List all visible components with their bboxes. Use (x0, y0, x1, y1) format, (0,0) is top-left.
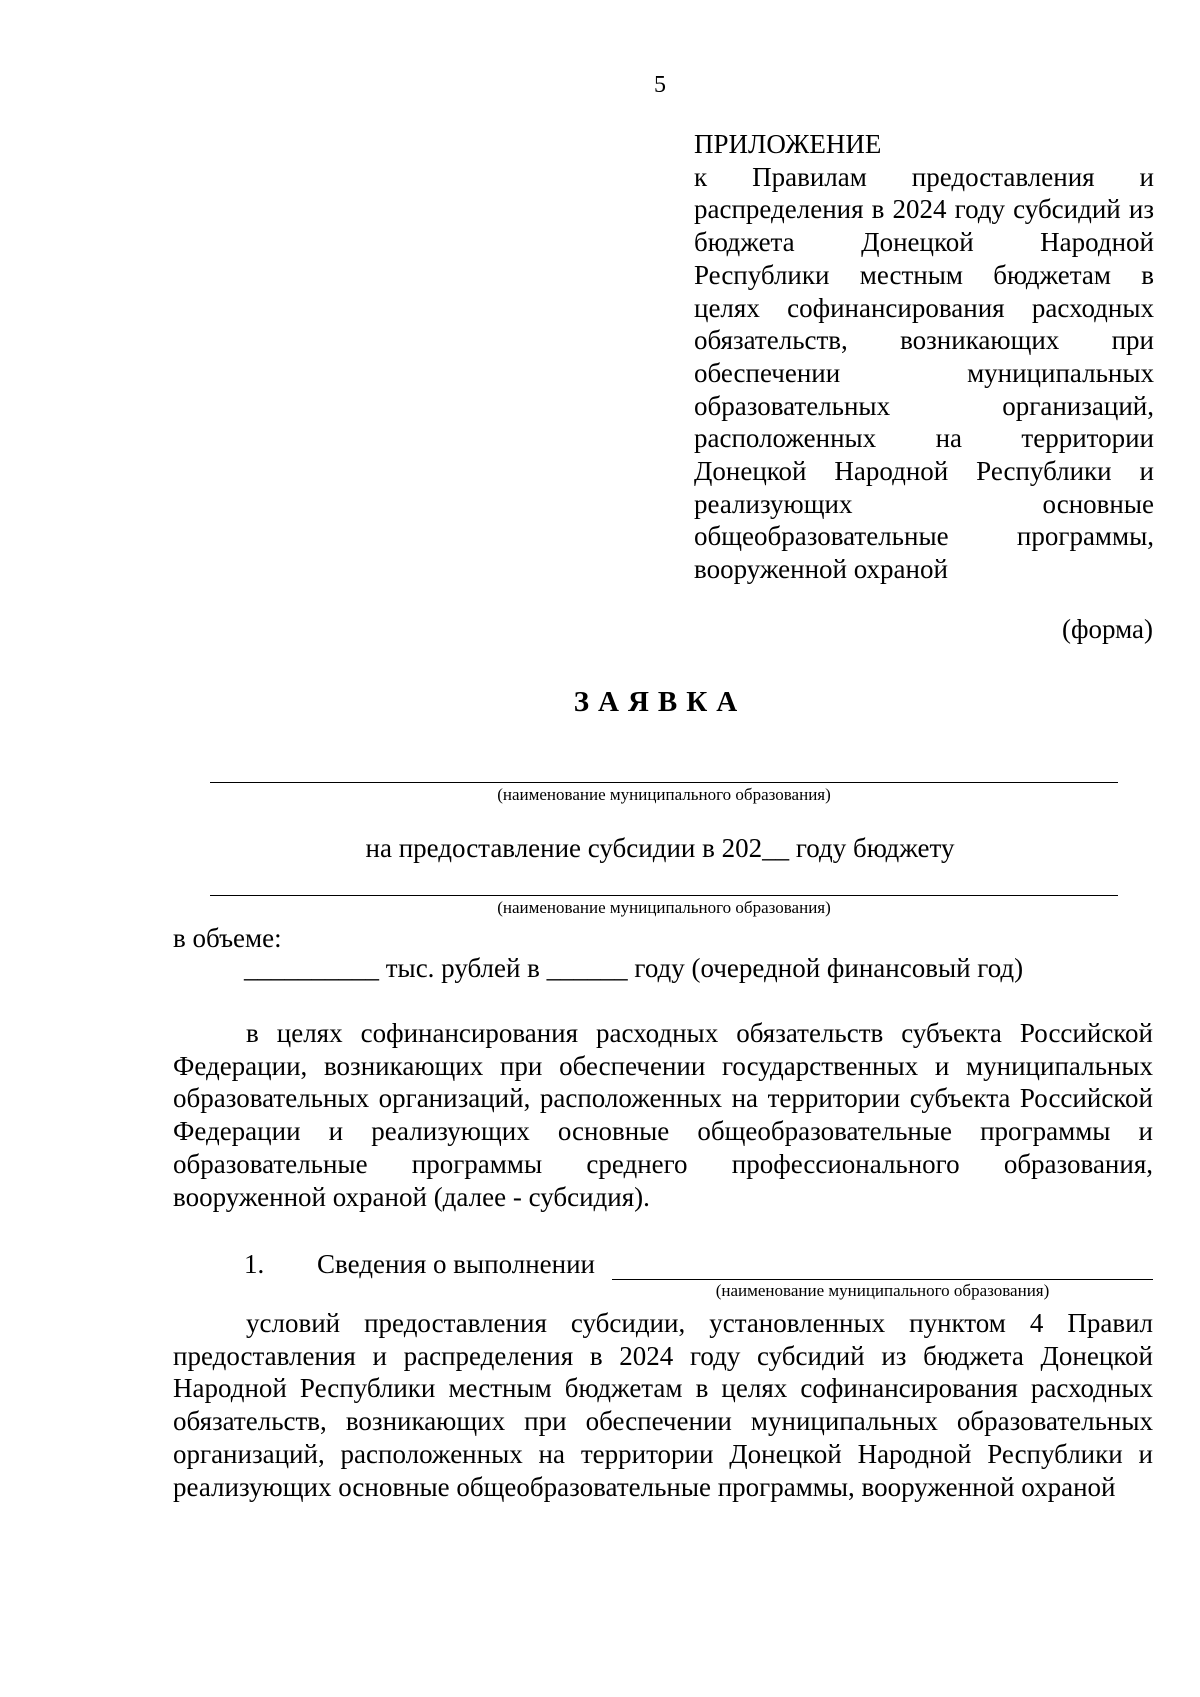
appendix-body: к Правилам предоставления и распределения в 2024 году субсидий из бюджета Донецкой Народной Республики местным бюджетам в целях софинансирования расходных обязательств, возникающих при обеспечении муниципальных образовательных организаций, расположенных на территории Донецкой Народной Республики и реализующих основные общеобразовательные программы, вооруженной охраной (694, 161, 1154, 585)
municipality-name-caption-1: (наименование муниципального образования) (497, 785, 831, 804)
form-label: (форма) (1062, 614, 1153, 644)
appendix-block (694, 128, 1154, 586)
document-heading: ЗАЯВКА (573, 686, 747, 718)
item-1-number: 1. (244, 1249, 265, 1279)
purpose-paragraph: в целях софинансирования расходных обязательств субъекта Российской Федерации, возникающих при обеспечении государственных и муниципальных образовательных организаций, расположенных на территории субъекта Российской Федерации и реализующих основные общеобразовательные программы и образовательные программы среднего профессионального образования, вооруженной охраной (далее - субсидия). (173, 1018, 1153, 1212)
item-1-municipality-line (612, 1279, 1153, 1280)
volume-line: __________ тыс. рублей в ______ году (очередной финансовый год) (244, 953, 1024, 983)
page-number: 5 (654, 72, 666, 98)
volume-label: в объеме: (173, 923, 282, 953)
item-1-text: Сведения о выполнении (317, 1249, 596, 1279)
subsidy-line: на предоставление субсидии в 202__ году бюджету (365, 833, 955, 863)
conditions-paragraph: условий предоставления субсидии, установленных пунктом 4 Правил предоставления и распределения в 2024 году субсидий из бюджета Донецкой Народной Республики местным бюджетам в целях софинансирования расходных обязательств, возникающих при обеспечении муниципальных образовательных организаций, расположенных на территории Донецкой Народной Республики и реализующих основные общеобразовательные программы, вооруженной охраной (173, 1308, 1153, 1502)
appendix-title: ПРИЛОЖЕНИЕ (694, 129, 882, 159)
municipality-name-line-1 (210, 782, 1118, 783)
municipality-name-line-2 (210, 895, 1118, 896)
municipality-name-caption-2: (наименование муниципального образования) (497, 898, 831, 917)
item-1-municipality-caption: (наименование муниципального образования) (715, 1281, 1050, 1300)
